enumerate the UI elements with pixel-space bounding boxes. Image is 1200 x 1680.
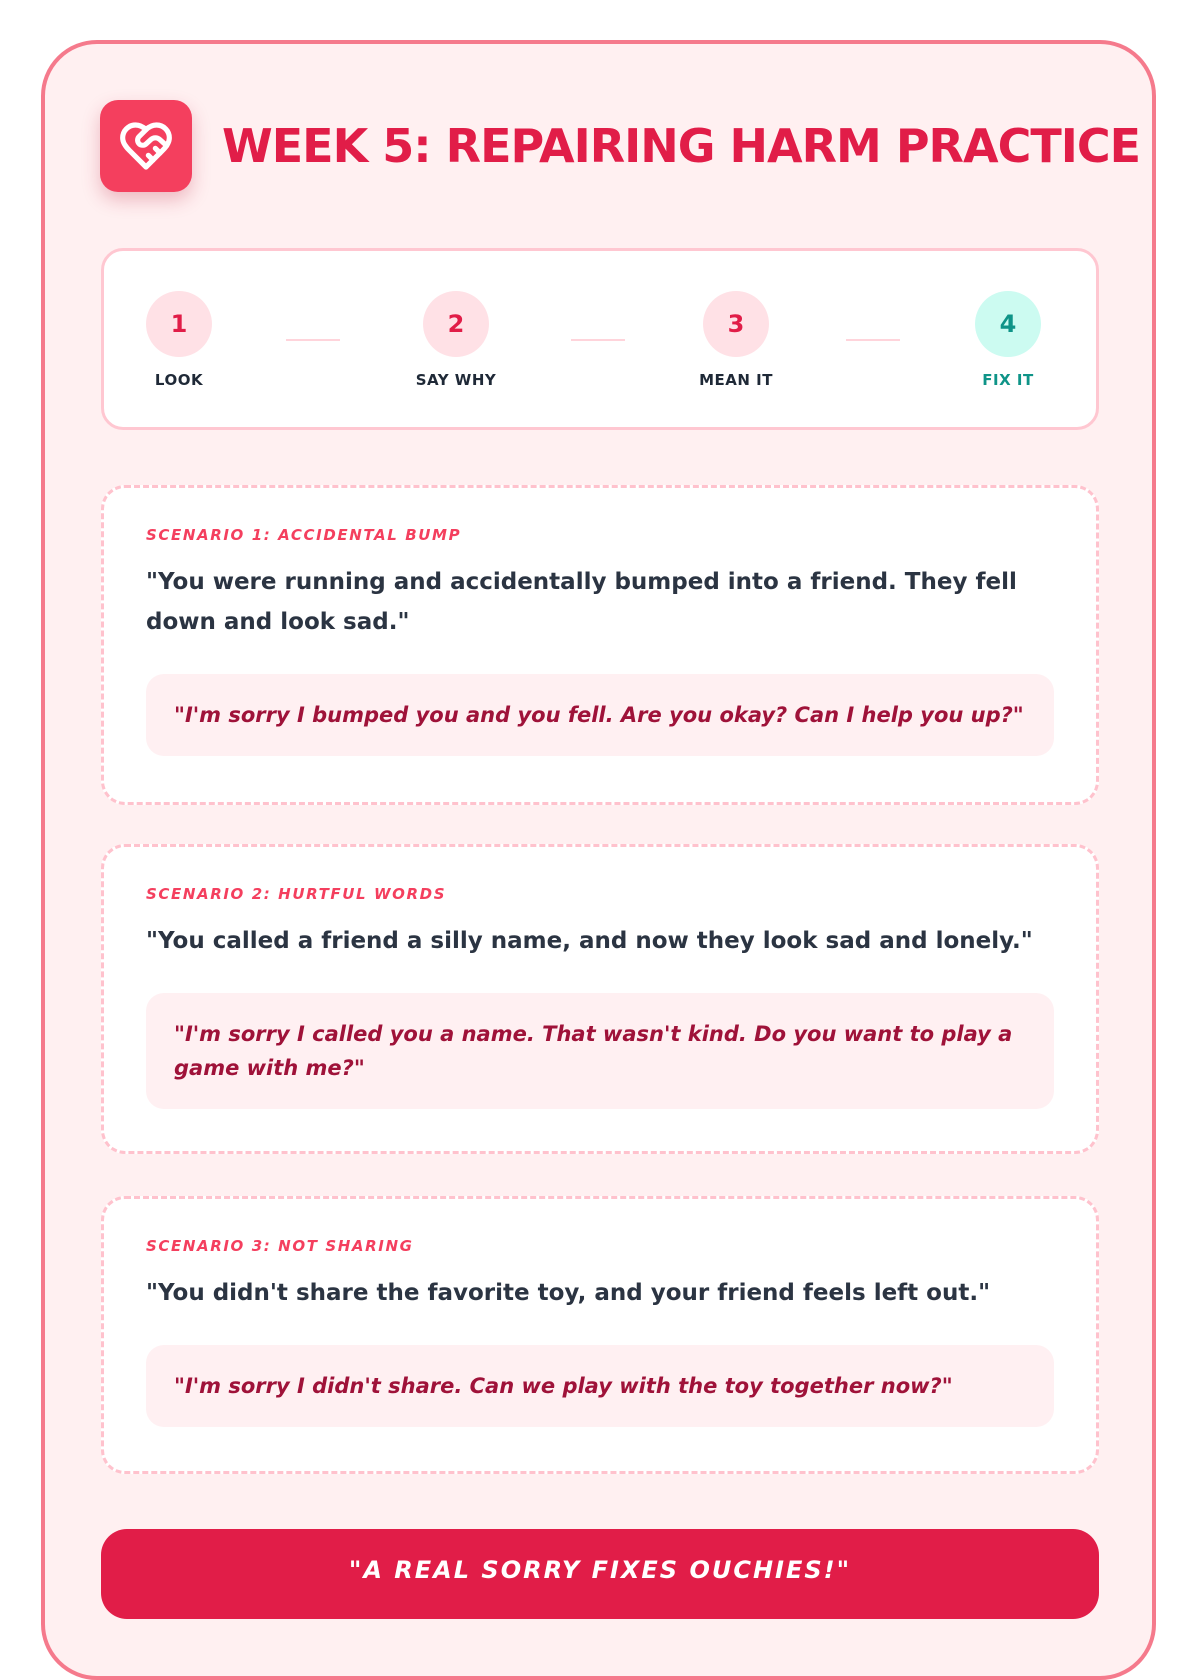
page-header [100, 100, 1140, 192]
step-mean-it [671, 291, 801, 389]
step-connector [571, 339, 625, 341]
logo [100, 100, 192, 192]
page-title: WEEK 5: REPAIRING HARM PRACTICE [222, 119, 1140, 173]
step-connector [846, 339, 900, 341]
heart-handshake-icon [118, 118, 174, 174]
step-fix-it [943, 291, 1073, 389]
scenario-answer: "I'm sorry I called you a name. That wasn't kind. Do you want to play a game with me?" [146, 993, 1054, 1109]
step-label: MEAN IT [699, 371, 773, 389]
scenario-text: "You called a friend a silly name, and now they look sad and lonely." [146, 928, 1033, 954]
scenario-title: SCENARIO 1: ACCIDENTAL BUMP [146, 526, 462, 544]
step-say-why [391, 291, 521, 389]
scenario-title: SCENARIO 3: NOT SHARING [146, 1237, 414, 1255]
scenario-card [101, 844, 1099, 1154]
step-connector [286, 339, 340, 341]
scenario-text: "You didn't share the favorite toy, and your friend feels left out." [146, 1280, 991, 1306]
scenario-answer: "I'm sorry I bumped you and you fell. Are you okay? Can I help you up?" [146, 674, 1054, 756]
step-number: 4 [975, 291, 1041, 357]
step-label: FIX IT [982, 371, 1034, 389]
step-number: 1 [146, 291, 212, 357]
step-look [114, 291, 244, 389]
step-number: 3 [703, 291, 769, 357]
scenario-answer: "I'm sorry I didn't share. Can we play with the toy together now?" [146, 1345, 1054, 1427]
step-number: 2 [423, 291, 489, 357]
step-label: SAY WHY [415, 371, 497, 389]
steps-tracker [101, 248, 1099, 430]
step-label: LOOK [154, 371, 204, 389]
scenario-card [101, 485, 1099, 805]
scenario-card [101, 1196, 1099, 1474]
scenario-title: SCENARIO 2: HURTFUL WORDS [146, 885, 447, 903]
scenario-text: "You were running and accidentally bumped into a friend. They fell down and look sad." [146, 569, 1017, 635]
motto-banner: "A REAL SORRY FIXES OUCHIES!" [101, 1529, 1099, 1619]
